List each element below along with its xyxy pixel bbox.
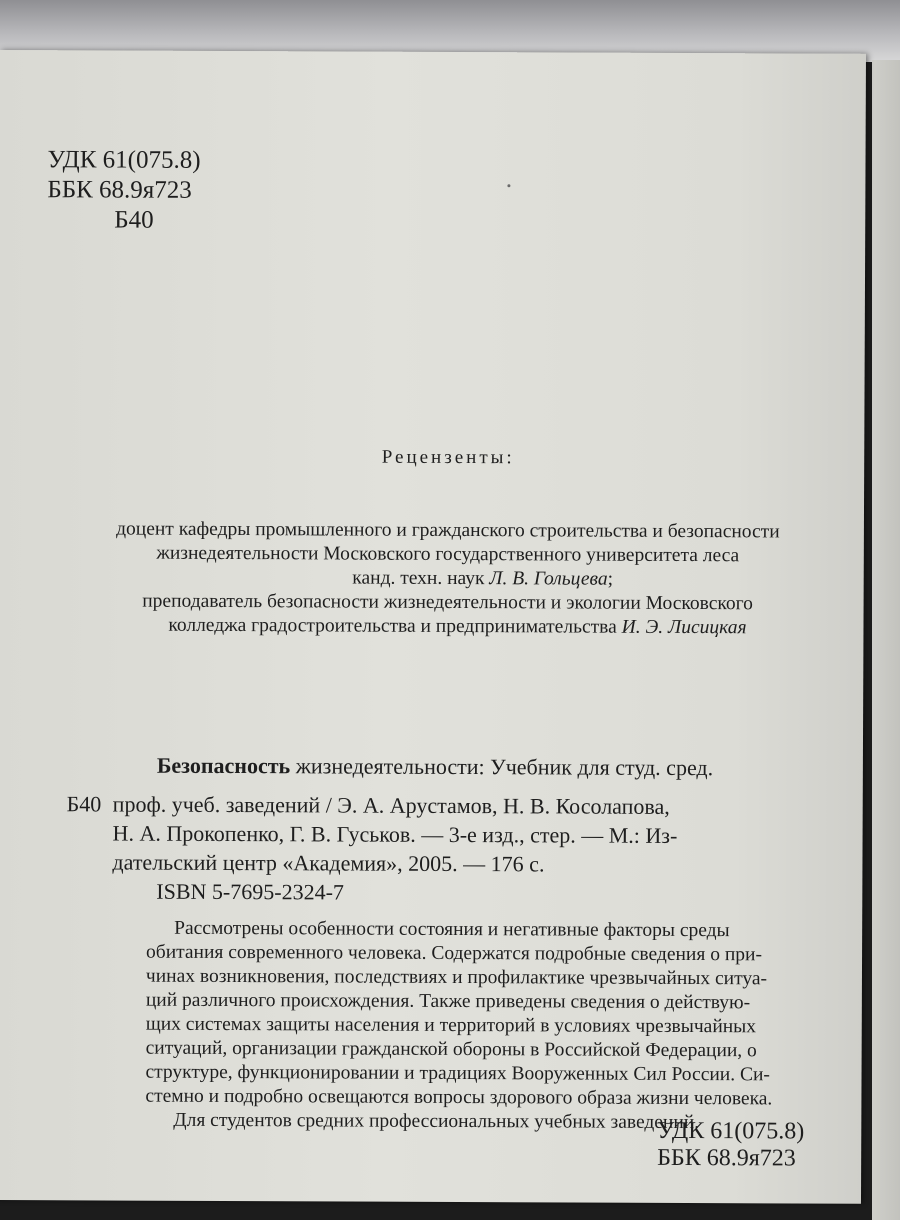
book-page [0,50,866,1204]
reviewer-line-1: доцент кафедры промышленного и гражданского строительства и безопасности [116,518,780,543]
reviewers-heading: Рецензенты: [381,446,515,469]
classification-codes [47,145,200,236]
reviewer-2-affiliation: колледжа градостроительства и предпринимательства [168,614,622,638]
reviewer-1-suffix: ; [607,568,614,590]
abstract-line-1: Рассмотрены особенности состояния и негативные факторы среды [174,917,730,942]
classification-codes-bottom [657,1118,804,1173]
entry-title-bold: Безопасность [156,752,291,779]
abstract-line-6: ситуаций, организации гражданской обороны в Российской Федерации, о [145,1037,757,1062]
bbk-code-bottom: ББК 68.9я723 [657,1144,796,1172]
abstract-line-5: щих системах защиты населения и территорий в условиях чрезвычайных [145,1013,757,1038]
paper-speck [507,184,510,187]
reviewer-line-3 [0,565,898,592]
entry-line-2: проф. учеб. заведений / Э. А. Арустамов, Н. В. Косолапова, [112,791,670,819]
udk-code-bottom: УДК 61(075.8) [657,1117,805,1145]
reviewer-1-name: Л. В. Гольцева [489,568,608,590]
entry-line-3: Н. А. Прокопенко, Г. В. Гуськов. — 3-е изд., стер. — М.: Из- [112,820,678,848]
abstract-line-2: обитания современного человека. Содержатся подробные сведения о при- [146,941,763,966]
reviewer-degree: канд. техн. наук [352,567,490,590]
abstract-line-4: ций различного происхождения. Также приведены сведения о действую- [145,989,751,1014]
reviewer-2-name: И. Э. Лисицкая [621,616,747,639]
udk-code: УДК 61(075.8) [47,146,201,174]
author-mark: Б40 [114,206,154,234]
abstract-line-8: стемно и подробно освещаются вопросы здорового образа жизни человека. [145,1085,773,1110]
entry-line-1 [157,753,713,780]
entry-author-mark: Б40 [66,791,102,817]
reviewer-line-2: жизнедеятельности Московского государственного университета леса [156,542,740,567]
abstract-line-3: чинах возникновения, последствиях и профилактике чрезвычайных ситуа- [145,965,768,990]
next-page-edge [872,60,900,1220]
entry-line-4: дательский центр «Академия», 2005. — 176 с. [112,849,545,877]
reviewer-line-5 [0,613,898,640]
abstract-line-7: структуре, функционировании и традициях Вооруженных Сил России. Си- [145,1061,770,1086]
entry-title-rest: жизнедеятельности: Учебник для студ. сред. [290,753,714,781]
isbn: ISBN 5-7695-2324-7 [156,878,344,905]
bbk-code: ББК 68.9я723 [47,176,192,204]
reviewer-line-4: преподаватель безопасности жизнедеятельности и экологии Московского [142,590,753,615]
abstract-audience: Для студентов средних профессиональных учебных заведений. [173,1109,700,1134]
